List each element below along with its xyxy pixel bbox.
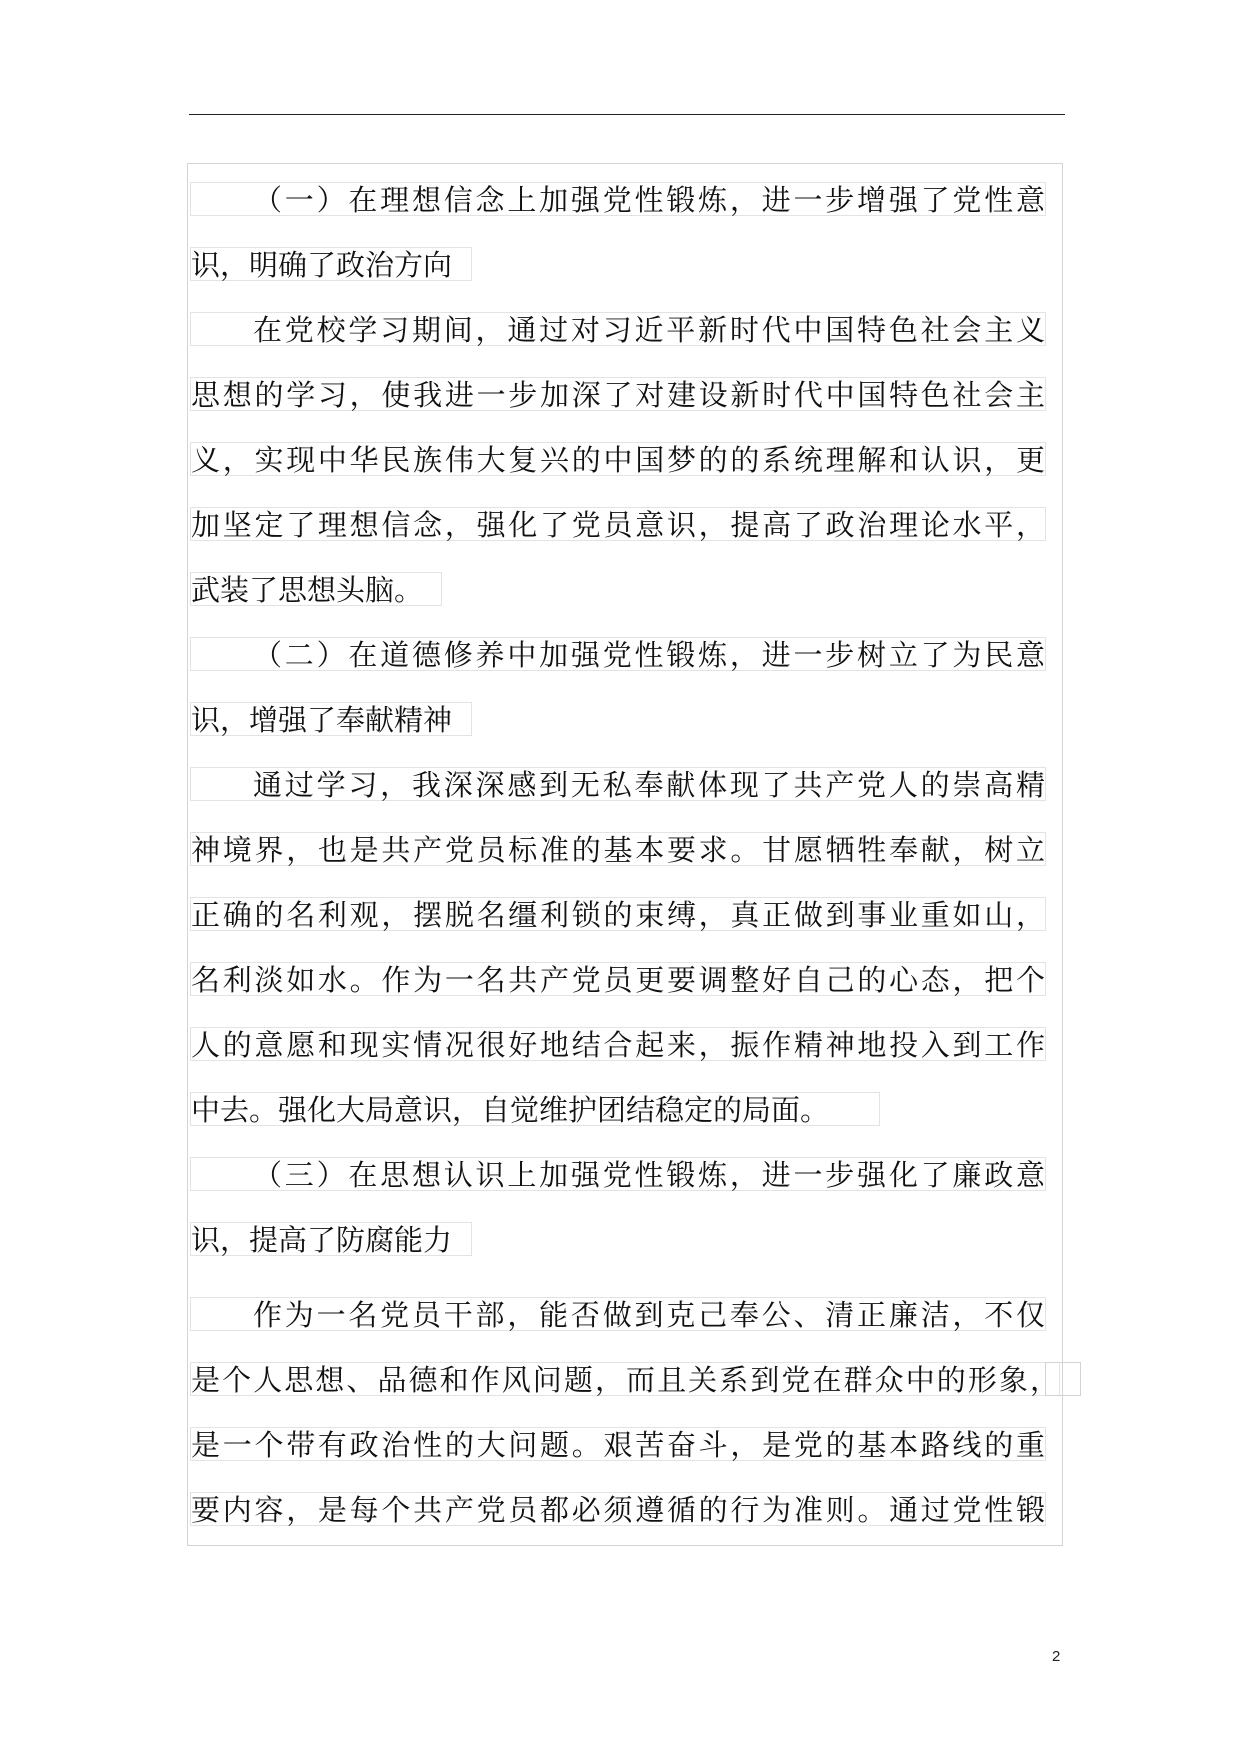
section-heading-2-line-1: （二）在道德修养中加强党性锻炼，进一步树立了为民意 — [190, 637, 1046, 671]
paragraph-1-line-5: 武装了思想头脑。 — [190, 572, 442, 606]
paragraph-2-line-5: 人的意愿和现实情况很好地结合起来，振作精神地投入到工作 — [191, 1028, 1045, 1062]
paragraph-2-line-1: 通过学习，我深深感到无私奉献体现了共产党人的崇高精 — [190, 767, 1046, 801]
paragraph-1-line-4: 加坚定了理想信念，强化了党员意识，提高了政治理论水平， — [191, 508, 1045, 542]
paragraph-2-line-6: 中去。强化大局意识，自觉维护团结稳定的局面。 — [190, 1092, 880, 1126]
section-heading-2-line-2: 识，增强了奉献精神 — [190, 702, 472, 736]
section-heading-3-line-2: 识，提高了防腐能力 — [190, 1222, 472, 1256]
page-number: 2 — [1052, 1648, 1061, 1665]
paragraph-2-line-4: 名利淡如水。作为一名共产党员更要调整好自己的心态，把个 — [191, 963, 1045, 997]
paragraph-2-line-2: 神境界，也是共产党员标准的基本要求。甘愿牺牲奉献，树立 — [191, 833, 1045, 867]
paragraph-3-line-2: 是个人思想、品德和作风问题，而且关系到党在群众中的形象， — [191, 1363, 1059, 1397]
section-heading-1-line-1: （一）在理想信念上加强党性锻炼，进一步增强了党性意 — [190, 182, 1046, 216]
header-rule — [189, 114, 1065, 115]
paragraph-3-line-3: 是一个带有政治性的大问题。艰苦奋斗，是党的基本路线的重 — [191, 1428, 1045, 1462]
paragraph-2-line-3: 正确的名利观，摆脱名缰利锁的束缚，真正做到事业重如山， — [191, 898, 1045, 932]
paragraph-3-line-1: 作为一名党员干部，能否做到克己奉公、清正廉洁，不仅 — [190, 1297, 1046, 1331]
section-heading-3-line-1: （三）在思想认识上加强党性锻炼，进一步强化了廉政意 — [190, 1157, 1046, 1191]
paragraph-1-line-2: 思想的学习，使我进一步加深了对建设新时代中国特色社会主 — [191, 378, 1045, 412]
paragraph-1-line-3: 义，实现中华民族伟大复兴的中国梦的的系统理解和认识，更 — [191, 443, 1045, 477]
paragraph-1-line-1: 在党校学习期间，通过对习近平新时代中国特色社会主义 — [190, 312, 1046, 346]
paragraph-3-line-4: 要内容，是每个共产党员都必须遵循的行为准则。通过党性锻 — [191, 1493, 1045, 1527]
line-overflow-box — [1045, 1362, 1081, 1396]
section-heading-1-line-2: 识，明确了政治方向 — [190, 247, 472, 281]
